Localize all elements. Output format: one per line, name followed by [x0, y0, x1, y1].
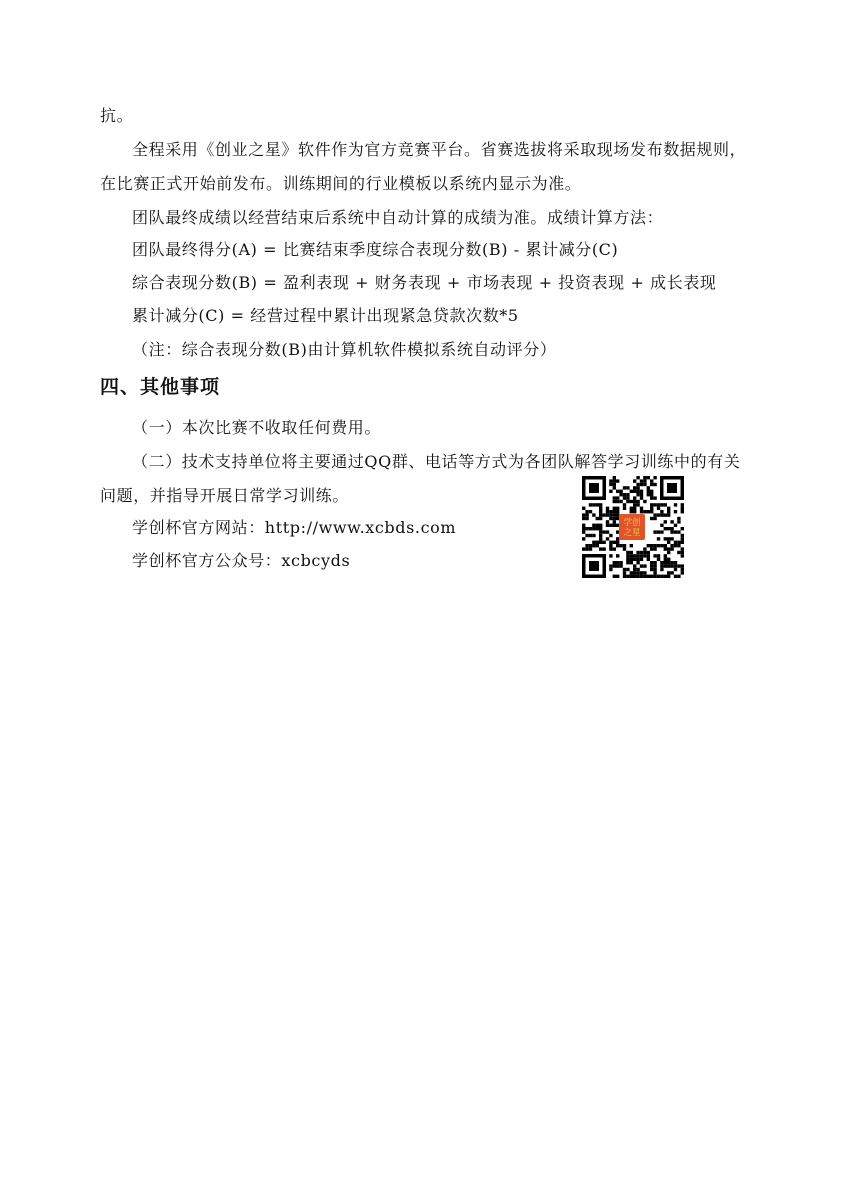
paragraph-line: 在比赛正式开始前发布。训练期间的行业模板以系统内显示为准。 [100, 174, 582, 193]
formula-line: 累计减分(C) = 经营过程中累计出现紧急贷款次数*5 [132, 306, 519, 325]
paragraph-line: 团队最终成绩以经营结束后系统中自动计算的成绩为准。成绩计算方法： [132, 208, 664, 227]
note-line: （注：综合表现分数(B)由计算机软件模拟系统自动评分） [132, 340, 557, 359]
qr-finder-top-right [660, 476, 684, 500]
formula-line: 团队最终得分(A) = 比赛结束季度综合表现分数(B) - 累计减分(C) [132, 240, 619, 259]
section-heading: 四、其他事项 [100, 376, 221, 398]
svg-text:之星: 之星 [623, 528, 641, 538]
svg-text:学创: 学创 [623, 518, 641, 528]
formula-line: 综合表现分数(B) = 盈利表现 + 财务表现 + 市场表现 + 投资表现 + 成长表现 [132, 273, 717, 292]
qr-finder-top-left [582, 476, 606, 500]
wechat-account-line: 学创杯官方公众号：xcbcyds [132, 551, 351, 570]
paragraph-line: 抗。 [100, 106, 134, 125]
list-item: （二）技术支持单位将主要通过QQ群、电话等方式为各团队解答学习训练中的有关 [132, 452, 741, 471]
qr-code-image [580, 474, 686, 580]
list-item: （一）本次比赛不收取任何费用。 [132, 418, 382, 437]
qr-finder-bottom-left [582, 554, 606, 578]
paragraph-line: 全程采用《创业之星》软件作为官方竞赛平台。省赛选拔将采取现场发布数据规则， [132, 140, 747, 159]
paragraph-line: 问题，并指导开展日常学习训练。 [100, 486, 350, 505]
qr-logo-icon [619, 514, 645, 540]
website-line: 学创杯官方网站：http://www.xcbds.com [132, 518, 457, 537]
